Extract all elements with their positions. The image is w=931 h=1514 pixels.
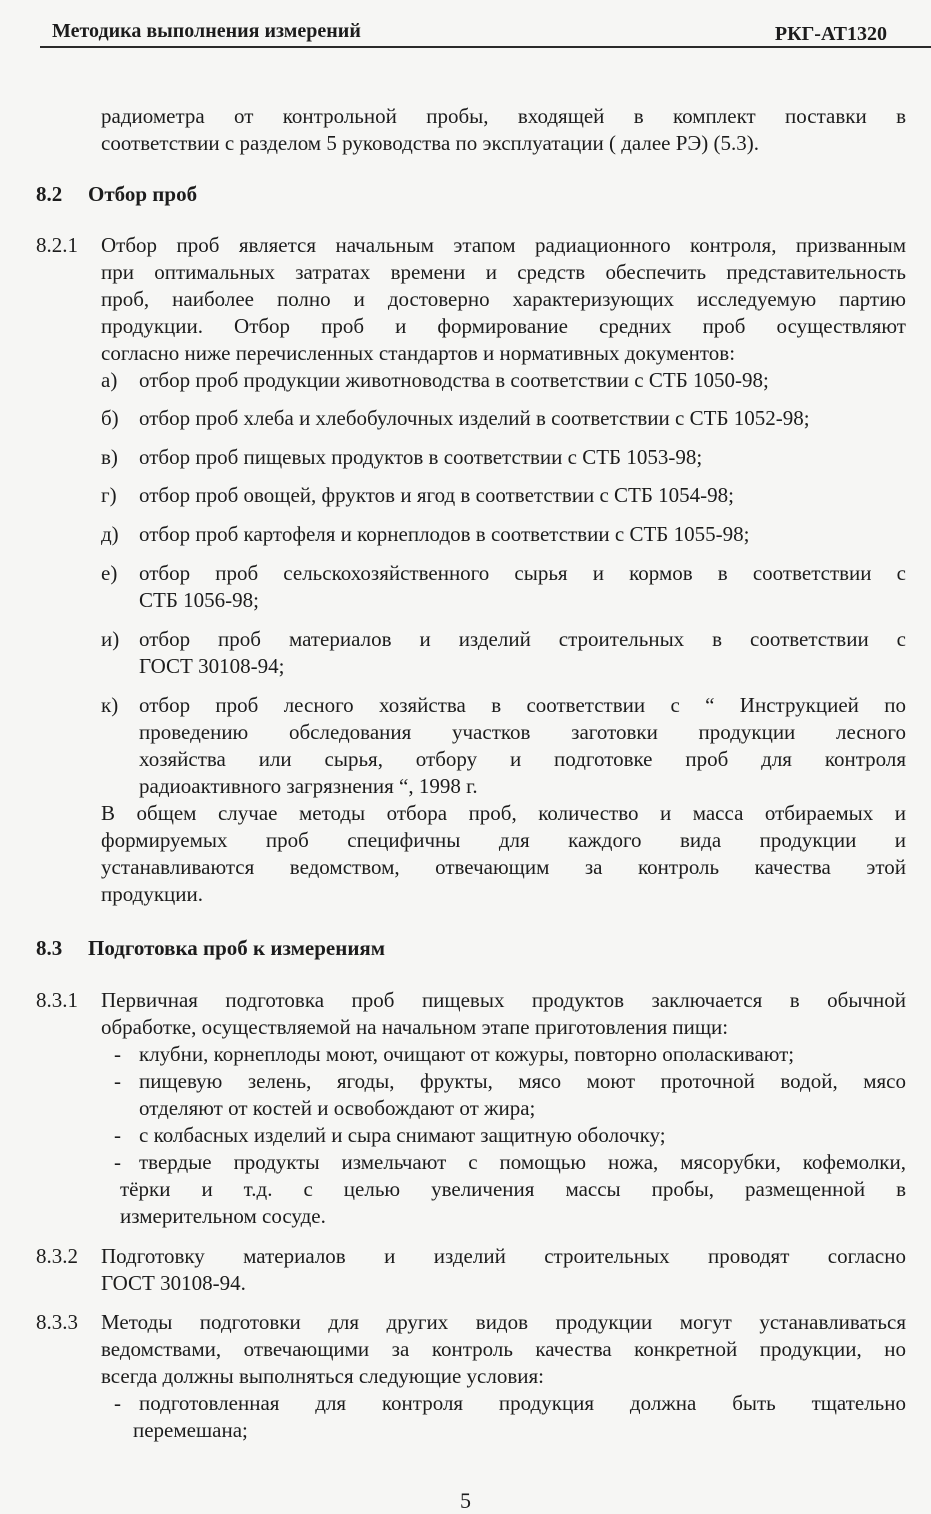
closing-line: формируемых проб специфичны для каждого вида продукции и [101,828,906,852]
closing-line: устанавливаются ведомством, отвечающим за контроль качества этой [101,855,906,879]
list-marker: к) [101,693,119,717]
list-marker: в) [101,445,118,469]
dash-item-text: подготовленная для контроля продукция должна быть тщательно [139,1391,906,1415]
list-item-text: ГОСТ 30108-94; [139,654,285,678]
para-8-3-2-line: ГОСТ 30108-94. [101,1271,246,1295]
list-marker: д) [101,522,119,546]
para-8-2-1-line: согласно ниже перечисленных стандартов и нормативных документов: [101,341,736,365]
para-8-3-1-line: Первичная подготовка проб пищевых продуктов заключается в обычной [101,988,906,1012]
list-marker: б) [101,406,119,430]
dash-item-text: тёрки и т.д. с целью увеличения массы пробы, размещенной в [120,1177,906,1201]
dash-item-text: твердые продукты измельчают с помощью ножа, мясорубки, кофемолки, [139,1150,906,1174]
para-8-3-1-number: 8.3.1 [36,988,78,1012]
intro-line-1: радиометра от контрольной пробы, входящей в комплект поставки в [101,104,906,128]
dash-item-text: измерительном сосуде. [120,1204,326,1228]
para-8-3-3-number: 8.3.3 [36,1310,78,1334]
dash-marker: - [114,1069,121,1093]
list-item-text: отбор проб овощей, фруктов и ягод в соответствии с СТБ 1054-98; [139,483,735,507]
dash-item-text: отделяют от костей и освобождают от жира; [139,1096,536,1120]
para-8-3-1-line: обработке, осуществляемой на начальном этапе приготовления пищи: [101,1015,729,1039]
closing-line: В общем случае методы отбора проб, количество и масса отбираемых и [101,801,906,825]
dash-item-text: перемешана; [133,1418,248,1442]
section-8-3-title: Подготовка проб к измерениям [88,936,386,960]
dash-marker: - [114,1391,121,1415]
section-8-2-title: Отбор проб [88,182,198,206]
section-8-3-number: 8.3 [36,936,63,960]
page-number: 5 [460,1488,471,1513]
dash-item-text: с колбасных изделий и сыра снимают защитную оболочку; [139,1123,666,1147]
list-item-text: СТБ 1056-98; [139,588,259,612]
list-marker: г) [101,483,117,507]
closing-line: продукции. [101,882,203,906]
dash-marker: - [114,1042,121,1066]
list-marker: и) [101,627,120,651]
page-header [40,20,931,48]
intro-line-2: соответствии с разделом 5 руководства по эксплуатации ( далее РЭ) (5.3). [101,131,760,155]
para-8-3-3-line: ведомствами, отвечающими за контроль качества конкретной продукции, но [101,1337,906,1361]
list-item-text: радиоактивного загрязнения “, 1998 г. [139,774,478,798]
para-8-2-1-line: при оптимальных затратах времени и средств обеспечить представительность [101,260,906,284]
list-marker: е) [101,561,118,585]
list-item-text: отбор проб материалов и изделий строительных в соответствии с [139,627,906,651]
para-8-3-2-line: Подготовку материалов и изделий строительных проводят согласно [101,1244,906,1268]
para-8-2-1-line: продукции. Отбор проб и формирование средних проб осуществляют [101,314,906,338]
list-item-text: проведению обследования участков заготовки продукции лесного [139,720,906,744]
dash-marker: - [114,1150,121,1174]
para-8-2-1-number: 8.2.1 [36,233,78,257]
para-8-3-3-line: Методы подготовки для других видов продукции могут устанавливаться [101,1310,906,1334]
list-item-text: отбор проб пищевых продуктов в соответствии с СТБ 1053-98; [139,445,703,469]
list-item-text: хозяйства или сырья, отбору и подготовке проб для контроля [139,747,906,771]
para-8-2-1-line: Отбор проб является начальным этапом радиационного контроля, призванным [101,233,906,257]
list-marker: а) [101,368,118,392]
dash-marker: - [114,1123,121,1147]
header-doc-code: РКГ-АТ1320 [774,23,887,45]
list-item-text: отбор проб сельскохозяйственного сырья и кормов в соответствии с [139,561,906,585]
list-item-text: отбор проб лесного хозяйства в соответствии с “ Инструкцией по [139,693,906,717]
section-8-2-number: 8.2 [36,182,63,206]
list-item-text: отбор проб картофеля и корнеплодов в соответствии с СТБ 1055-98; [139,522,750,546]
para-8-3-2-number: 8.3.2 [36,1244,78,1268]
para-8-2-1-line: проб, наиболее полно и достоверно характеризующих исследуемую партию [101,287,906,311]
para-8-3-3-line: всегда должны выполняться следующие условия: [101,1364,544,1388]
dash-item-text: клубни, корнеплоды моют, очищают от кожуры, повторно ополаскивают; [139,1042,795,1066]
header-title: Методика выполнения измерений [52,20,361,42]
list-item-text: отбор проб хлеба и хлебобулочных изделий в соответствии с СТБ 1052-98; [139,406,810,430]
dash-item-text: пищевую зелень, ягоды, фрукты, мясо моют проточной водой, мясо [139,1069,906,1093]
list-item-text: отбор проб продукции животноводства в соответствии с СТБ 1050-98; [139,368,769,392]
